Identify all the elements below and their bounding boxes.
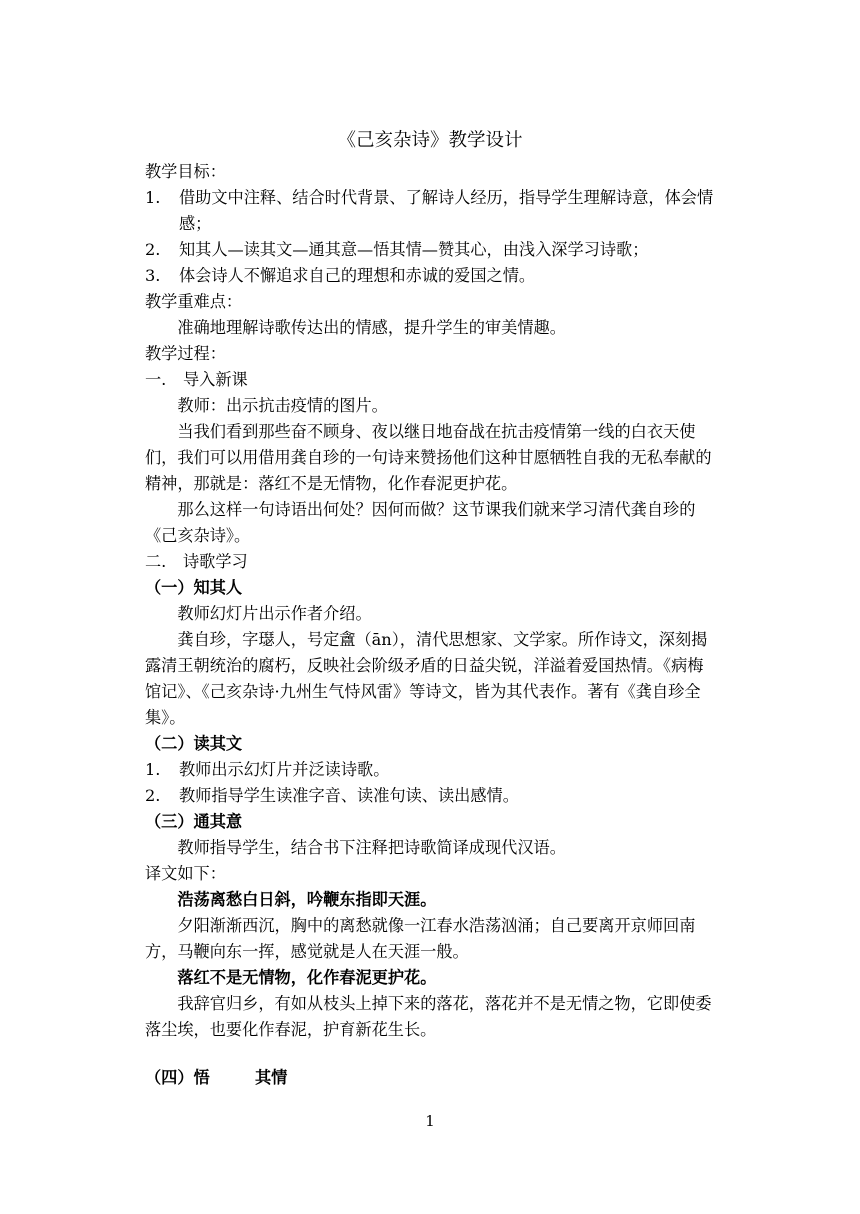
part1-paragraph-3: 那么这样一句诗语出何处？因何而做？这节课我们就来学习清代龚自珍的《己亥杂诗》。: [145, 500, 696, 545]
difficulty-heading: 教学重难点：: [145, 292, 243, 311]
sub3-heading: （三）通其意: [145, 812, 243, 831]
sub2-item-text: 教师指导学生读准字音、读准句读、读出感情。: [179, 786, 519, 805]
sub4-heading-part-b: 其情: [255, 1068, 288, 1087]
spacer: [145, 1043, 715, 1061]
part1-number: 一.: [145, 370, 167, 389]
sub4-heading: [145, 1065, 715, 1091]
verse-line-1: 浩荡离愁白日斜，吟鞭东指即天涯。: [177, 890, 437, 909]
difficulty-text: 准确地理解诗歌传达出的情感，提升学生的审美情趣。: [177, 318, 566, 337]
part2-number: 二.: [145, 552, 167, 571]
document-title: 《己亥杂诗》教学设计: [337, 130, 523, 151]
sub1-paragraph-1: 教师幻灯片出示作者介绍。: [177, 604, 372, 623]
sub3-paragraph-1: 教师指导学生，结合书下注释把诗歌简译成现代汉语。: [177, 838, 566, 857]
part2-label: 诗歌学习: [183, 552, 248, 571]
page-number: 1: [425, 1112, 435, 1130]
sub2-heading: （二）读其文: [145, 734, 243, 753]
goal-number: 1.: [145, 188, 161, 207]
goals-heading: 教学目标：: [145, 162, 226, 181]
part2-heading: [145, 549, 715, 575]
document-body: [145, 127, 715, 1091]
goal-item: [145, 263, 715, 289]
sub2-item-text: 教师出示幻灯片并泛读诗歌。: [179, 760, 390, 779]
goal-text: 借助文中注释、结合时代背景、了解诗人经历，指导学生理解诗意，体会情感；: [179, 188, 714, 233]
part1-paragraph-2: 当我们看到那些奋不顾身、夜以继日地奋战在抗击疫情第一线的白衣天使们，我们可以用借用龚自珍的一句诗来赞扬他们这种甘愿牺牲自我的无私奉献的精神，那就是：落红不是无情物，化作春泥更护花。: [145, 422, 712, 493]
goal-text: 体会诗人不懈追求自己的理想和赤诚的爱国之情。: [179, 266, 536, 285]
sub2-item: [145, 757, 715, 783]
process-heading: 教学过程：: [145, 344, 226, 363]
sub1-heading: （一）知其人: [145, 578, 243, 597]
goal-text: 知其人—读其文—通其意—悟其情—赞其心，由浅入深学习诗歌；: [179, 240, 649, 259]
sub4-heading-part-a: （四）悟: [145, 1068, 210, 1087]
sub2-item: [145, 783, 715, 809]
sub2-item-number: 2.: [145, 786, 161, 805]
goal-number: 2.: [145, 240, 161, 259]
part1-label: 导入新课: [183, 370, 248, 389]
goal-item: [145, 237, 715, 263]
goal-item: [145, 185, 715, 237]
sub2-item-number: 1.: [145, 760, 161, 779]
goal-number: 3.: [145, 266, 161, 285]
sub1-paragraph-2: 龚自珍，字璱人，号定盦（ān），清代思想家、文学家。所作诗文，深刻揭露清王朝统治的腐朽，反映社会阶级矛盾的日益尖锐，洋溢着爱国热情。《病梅馆记》、《己亥杂诗·九州生气恃风雷》等诗文，皆为其代表作。著有《龚自珍全集》。: [145, 630, 708, 727]
part1-paragraph-1: 教师：出示抗击疫情的图片。: [177, 396, 388, 415]
verse-line-1-translation: 夕阳渐渐西沉，胸中的离愁就像一江春水浩荡汹涌；自己要离开京师回南方，马鞭向东一挥，感觉就是人在天涯一般。: [145, 916, 696, 961]
part1-heading: [145, 367, 715, 393]
verse-line-2-translation: 我辞官归乡，有如从枝头上掉下来的落花，落花并不是无情之物，它即使委落尘埃，也要化作春泥，护育新花生长。: [145, 994, 712, 1039]
translation-label: 译文如下：: [145, 864, 226, 883]
verse-line-2: 落红不是无情物，化作春泥更护花。: [177, 968, 437, 987]
